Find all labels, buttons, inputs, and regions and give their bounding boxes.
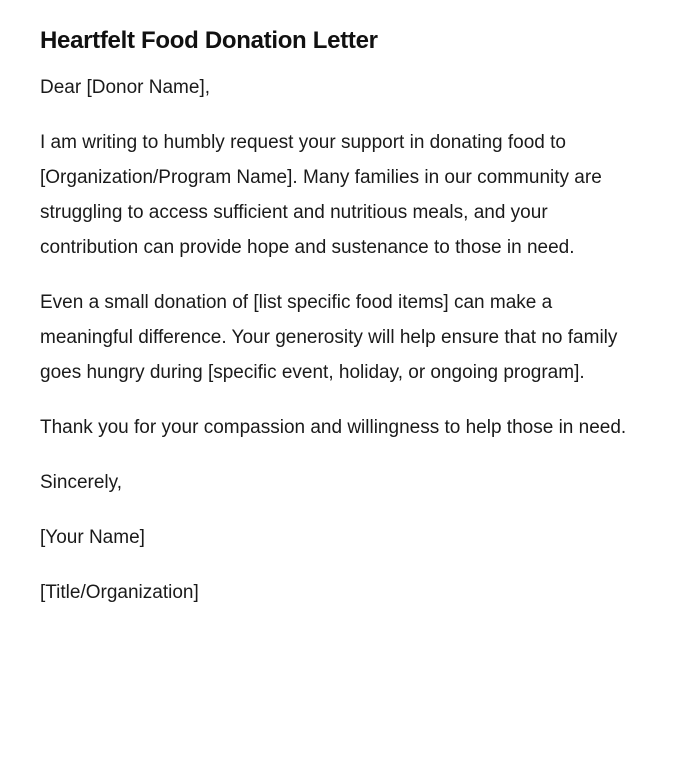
body-paragraph-request: I am writing to humbly request your support in donating food to [Organization/Program Name]. Many families in our community are struggling to access sufficient and nutritious meals, and your contribution can provide hope and sustenance to those in need. — [40, 132, 602, 258]
signature-name: [Your Name] — [40, 527, 145, 548]
body-paragraph-thanks: Thank you for your compassion and willingness to help those in need. — [40, 417, 627, 438]
signature-title: [Title/Organization] — [40, 582, 199, 603]
salutation: Dear [Donor Name], — [40, 77, 211, 98]
body-paragraph-donation: Even a small donation of [list specific food items] can make a meaningful difference. Your generosity will help ensure that no family goes hungry during [specific event, holiday, or ongoing program]. — [40, 292, 618, 383]
closing: Sincerely, — [40, 472, 123, 493]
letter-title: Heartfelt Food Donation Letter — [40, 27, 378, 54]
